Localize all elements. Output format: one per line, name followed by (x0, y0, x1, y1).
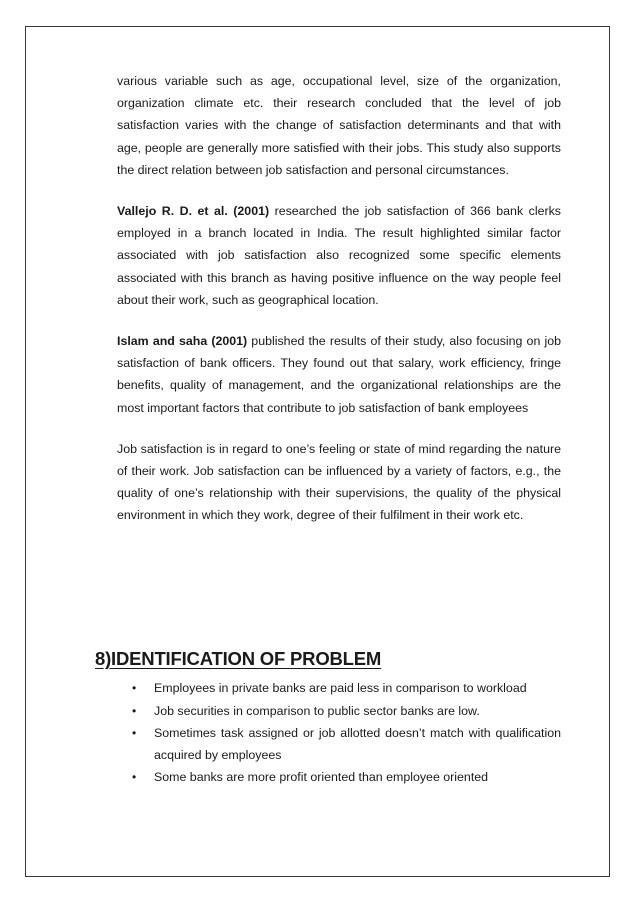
bullet-icon: • (132, 703, 137, 718)
list-item-text: Job securities in comparison to public sector banks are low. (154, 703, 480, 718)
list-item-text: Some banks are more profit oriented than employee oriented (154, 770, 489, 784)
list-item (130, 767, 561, 789)
section-heading: 8)IDENTIFICATION OF PROBLEM (95, 648, 382, 669)
list-item-text: Sometimes task assigned or job allotted doesn’t match with qualification acquired by employees (154, 726, 561, 762)
paragraph-2-citation: Vallejo R. D. et al. (2001) (117, 204, 270, 219)
list-item (130, 678, 561, 700)
paragraph-4 (117, 438, 561, 527)
paragraph-2-text: researched the job satisfaction of 366 bank clerks employed in a branch located in India. The result highlighted similar factor associated with job satisfaction also recognized some specific elements associated with this branch as having positive influence on the way people feel about their work, such as geographical location. (117, 204, 561, 307)
bullet-icon: • (132, 770, 137, 784)
paragraph-4-text: Job satisfaction is in regard to one’s feeling or state of mind regarding the nature of their work. Job satisfaction can be influenced by a variety of factors, e.g., the quality of one’s relationship with their supervisions, the quality of the physical environment in which they work, degree of their fulfilment in their work etc. (117, 441, 561, 523)
bullet-icon: • (132, 726, 137, 740)
paragraph-3-citation: Islam and saha (2001) (117, 334, 248, 349)
paragraph-1-text: various variable such as age, occupational level, size of the organization, organization climate etc. their research concluded that the level of job satisfaction varies with the change of satisfaction determinants and that with age, people are generally more satisfied with their jobs. This study also supports the direct relation between job satisfaction and personal circumstances. (117, 74, 561, 177)
paragraph-2 (117, 200, 561, 311)
paragraph-1 (117, 70, 561, 181)
body-text (117, 70, 561, 546)
list-item (130, 723, 561, 766)
list-item-text: Employees in private banks are paid less in comparison to workload (154, 681, 527, 695)
paragraph-3-text: published the results of their study, also focusing on job satisfaction of bank officers. They found out that salary, work efficiency, fringe benefits, quality of management, and the organizational relationships are the most important factors that contribute to job satisfaction of bank employees (117, 334, 561, 415)
problem-list (130, 678, 561, 790)
list-item (130, 701, 561, 723)
bullet-icon: • (132, 681, 137, 695)
paragraph-3 (117, 330, 561, 419)
